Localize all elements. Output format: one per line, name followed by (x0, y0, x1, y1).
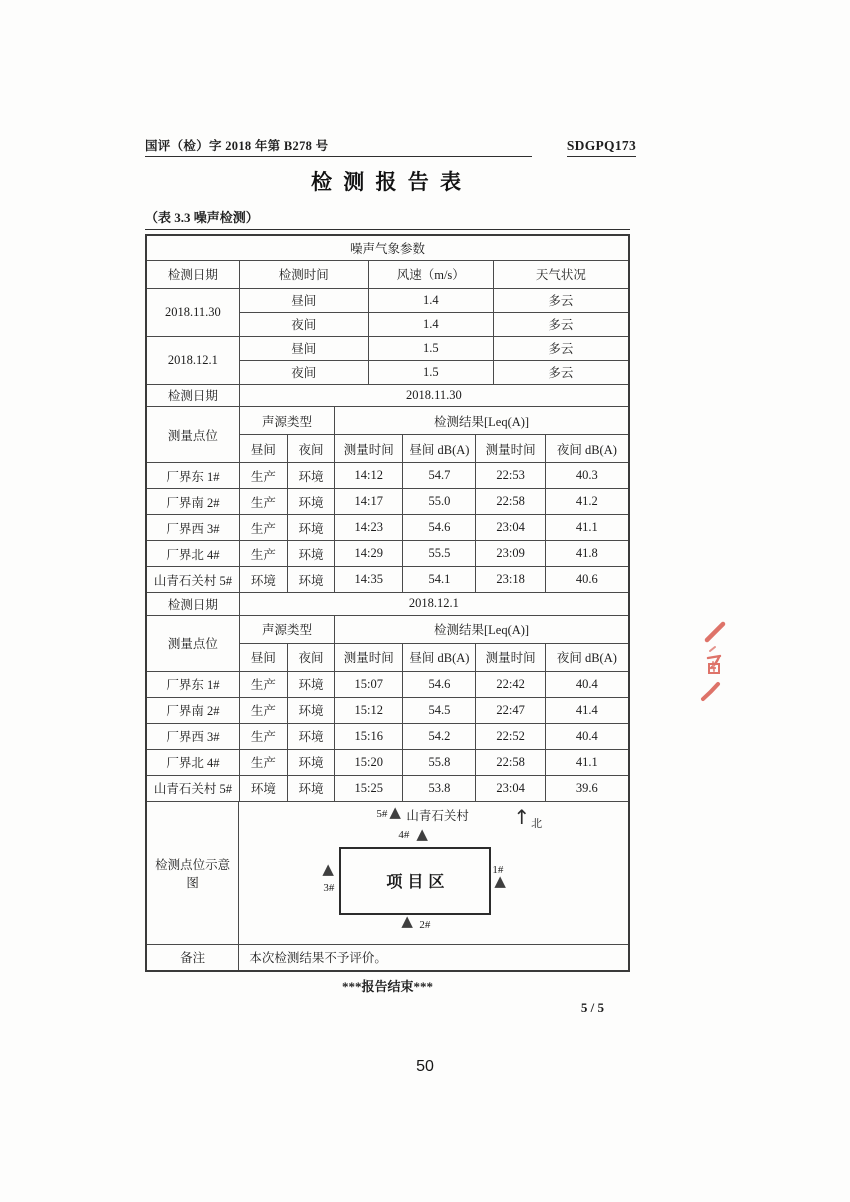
cell: 环境 (287, 463, 334, 489)
cell: 22:53 (476, 463, 545, 489)
cell: 厂界东 1# (147, 671, 239, 697)
col-header: 检测时间 (239, 260, 368, 288)
cell: 41.2 (545, 489, 628, 515)
cell: 生产 (239, 463, 287, 489)
cell: 14:29 (335, 541, 403, 567)
table-row (147, 671, 628, 697)
cell: 41.1 (545, 515, 628, 541)
cell: 1.5 (368, 360, 493, 384)
result-label: 检测结果[Leq(A)] (335, 615, 628, 643)
col-header: 检测日期 (147, 260, 239, 288)
date-value: 2018.12.1 (239, 593, 628, 615)
cell: 生产 (239, 697, 287, 723)
doc-number: 国评（检）字 2018 年第 B278 号 (145, 136, 532, 157)
cell: 14:35 (335, 567, 403, 593)
report-end-marker: ***报告结束*** (341, 978, 433, 994)
cell: 55.0 (403, 489, 476, 515)
cell: 环境 (287, 489, 334, 515)
cell: 15:20 (335, 749, 403, 775)
cell: 15:07 (335, 671, 403, 697)
cell: 1.4 (368, 288, 493, 312)
cell: 环境 (287, 749, 334, 775)
table-caption: （表 3.3 噪声检测） (145, 207, 630, 230)
cell: 生产 (239, 749, 287, 775)
cell: 多云 (493, 336, 628, 360)
table-row (147, 697, 628, 723)
source-label: 声源类型 (239, 615, 334, 643)
cell: 生产 (239, 541, 287, 567)
col-header: 测量时间 (476, 435, 545, 463)
cell: 54.6 (403, 671, 476, 697)
results-table-1 (147, 385, 628, 594)
point-label: 测量点位 (147, 615, 239, 671)
cell: 15:25 (335, 775, 403, 801)
cell: 生产 (239, 515, 287, 541)
cell: 厂界北 4# (147, 541, 239, 567)
cell: 环境 (239, 775, 287, 801)
cell: 山青石关村 5# (147, 567, 239, 593)
cell: 昼间 (239, 336, 368, 360)
cell: 山青石关村 5# (147, 775, 239, 801)
cell: 环境 (287, 515, 334, 541)
cell: 55.8 (403, 749, 476, 775)
page-number: 50 (416, 1058, 434, 1075)
col-header: 测量时间 (476, 643, 545, 671)
date-cell: 2018.12.1 (147, 336, 239, 384)
header-row (147, 615, 628, 643)
cell: 39.6 (545, 775, 628, 801)
cell: 昼间 (239, 288, 368, 312)
col-header: 夜间 (287, 435, 334, 463)
weather-header-row (147, 260, 628, 288)
cell: 多云 (493, 360, 628, 384)
point-4-label: 4# (398, 828, 410, 841)
cell: 54.5 (403, 697, 476, 723)
col-header: 夜间 dB(A) (545, 643, 628, 671)
cell: 环境 (287, 723, 334, 749)
report-table (145, 234, 630, 972)
remark-row (147, 944, 628, 970)
monitoring-points-diagram (239, 802, 628, 944)
table-row (147, 723, 628, 749)
cell: 40.4 (545, 723, 628, 749)
cell: 54.1 (403, 567, 476, 593)
stamp-strokes (694, 607, 736, 713)
cell: 40.6 (545, 567, 628, 593)
remark-text: 本次检测结果不予评价。 (249, 951, 387, 965)
cell: 55.5 (403, 541, 476, 567)
col-header: 夜间 dB(A) (545, 435, 628, 463)
results-table-2 (147, 593, 628, 802)
cell: 14:12 (335, 463, 403, 489)
point-1-marker-icon: ▲ (494, 871, 506, 890)
col-header: 昼间 dB(A) (403, 643, 476, 671)
cell: 多云 (493, 288, 628, 312)
cell: 23:04 (476, 775, 545, 801)
col-header: 风速（m/s） (368, 260, 493, 288)
table-row (147, 541, 628, 567)
cell: 生产 (239, 671, 287, 697)
weather-title: 噪声气象参数 (147, 236, 628, 260)
col-header: 天气状况 (493, 260, 628, 288)
table-row (147, 489, 628, 515)
cell: 厂界南 2# (147, 697, 239, 723)
north-arrow-icon: ↑ (513, 804, 531, 829)
cell: 22:52 (476, 723, 545, 749)
remark-label: 备注 (147, 945, 239, 970)
cell: 15:16 (335, 723, 403, 749)
col-header: 夜间 (287, 643, 334, 671)
table-row (147, 567, 628, 593)
cell: 生产 (239, 489, 287, 515)
cell: 环境 (287, 567, 334, 593)
cell: 多云 (493, 312, 628, 336)
cell: 厂界东 1# (147, 463, 239, 489)
cell: 14:17 (335, 489, 403, 515)
point-label: 测量点位 (147, 407, 239, 463)
page-indicator: 5 / 5 (580, 999, 604, 1015)
cell: 41.1 (545, 749, 628, 775)
page-title: 检 测 报 告 表 (311, 170, 464, 194)
cell: 22:42 (476, 671, 545, 697)
cell: 环境 (287, 541, 334, 567)
cell: 1.4 (368, 312, 493, 336)
report-code: SDGPQ173 (567, 138, 636, 157)
cell: 23:04 (476, 515, 545, 541)
cell: 14:23 (335, 515, 403, 541)
col-header: 测量时间 (335, 435, 403, 463)
table-row (147, 775, 628, 801)
col-header: 测量时间 (335, 643, 403, 671)
cell: 54.6 (403, 515, 476, 541)
cell: 54.7 (403, 463, 476, 489)
date-row (147, 385, 628, 407)
point-4-marker-icon: ▲ (416, 824, 428, 843)
cell: 41.4 (545, 697, 628, 723)
cell: 54.2 (403, 723, 476, 749)
col-header: 昼间 (239, 643, 287, 671)
point-3-label: 3# (323, 881, 335, 894)
cell: 厂界北 4# (147, 749, 239, 775)
cell: 40.4 (545, 671, 628, 697)
col-header: 昼间 dB(A) (403, 435, 476, 463)
village-label: 山青石关村 (406, 808, 469, 823)
cell: 生产 (239, 723, 287, 749)
weather-table (147, 236, 628, 385)
table-row (147, 515, 628, 541)
project-area-rect (339, 847, 491, 915)
cell: 环境 (287, 697, 334, 723)
cell: 41.8 (545, 541, 628, 567)
cell: 22:58 (476, 489, 545, 515)
red-stamp-fragment (694, 607, 736, 713)
north-indicator (513, 806, 542, 831)
date-label: 检测日期 (147, 593, 239, 615)
table-row (147, 463, 628, 489)
cell: 厂界南 2# (147, 489, 239, 515)
cell: 1.5 (368, 336, 493, 360)
project-area-label: 项目区 (386, 874, 450, 891)
point-5-label: 5# (376, 807, 388, 820)
table-row (147, 336, 628, 360)
table-row (147, 288, 628, 312)
point-3-marker-icon: ▲ (322, 859, 334, 878)
date-value: 2018.11.30 (239, 385, 628, 407)
cell: 23:09 (476, 541, 545, 567)
cell: 厂界西 3# (147, 515, 239, 541)
page-header (145, 137, 636, 157)
cell: 40.3 (545, 463, 628, 489)
result-label: 检测结果[Leq(A)] (335, 407, 628, 435)
point-1-label: 1# (492, 863, 504, 876)
cell: 53.8 (403, 775, 476, 801)
point-5-marker-icon: ▲ (389, 802, 401, 821)
document-page (145, 137, 636, 1016)
diagram-row (147, 802, 628, 944)
date-label: 检测日期 (147, 385, 239, 407)
cell: 23:18 (476, 567, 545, 593)
diagram-label: 检测点位示意图 (147, 802, 239, 944)
table-row (147, 749, 628, 775)
cell: 厂界西 3# (147, 723, 239, 749)
cell: 环境 (287, 671, 334, 697)
cell: 22:47 (476, 697, 545, 723)
north-label: 北 (531, 817, 543, 830)
cell: 环境 (239, 567, 287, 593)
point-2-label: 2# (419, 918, 431, 931)
cell: 环境 (287, 775, 334, 801)
cell: 夜间 (239, 312, 368, 336)
date-row (147, 593, 628, 615)
point-2-marker-icon: ▲ (401, 911, 413, 930)
cell: 22:58 (476, 749, 545, 775)
source-label: 声源类型 (239, 407, 334, 435)
cell: 15:12 (335, 697, 403, 723)
col-header: 昼间 (239, 435, 287, 463)
date-cell: 2018.11.30 (147, 288, 239, 336)
cell: 夜间 (239, 360, 368, 384)
header-row (147, 407, 628, 435)
